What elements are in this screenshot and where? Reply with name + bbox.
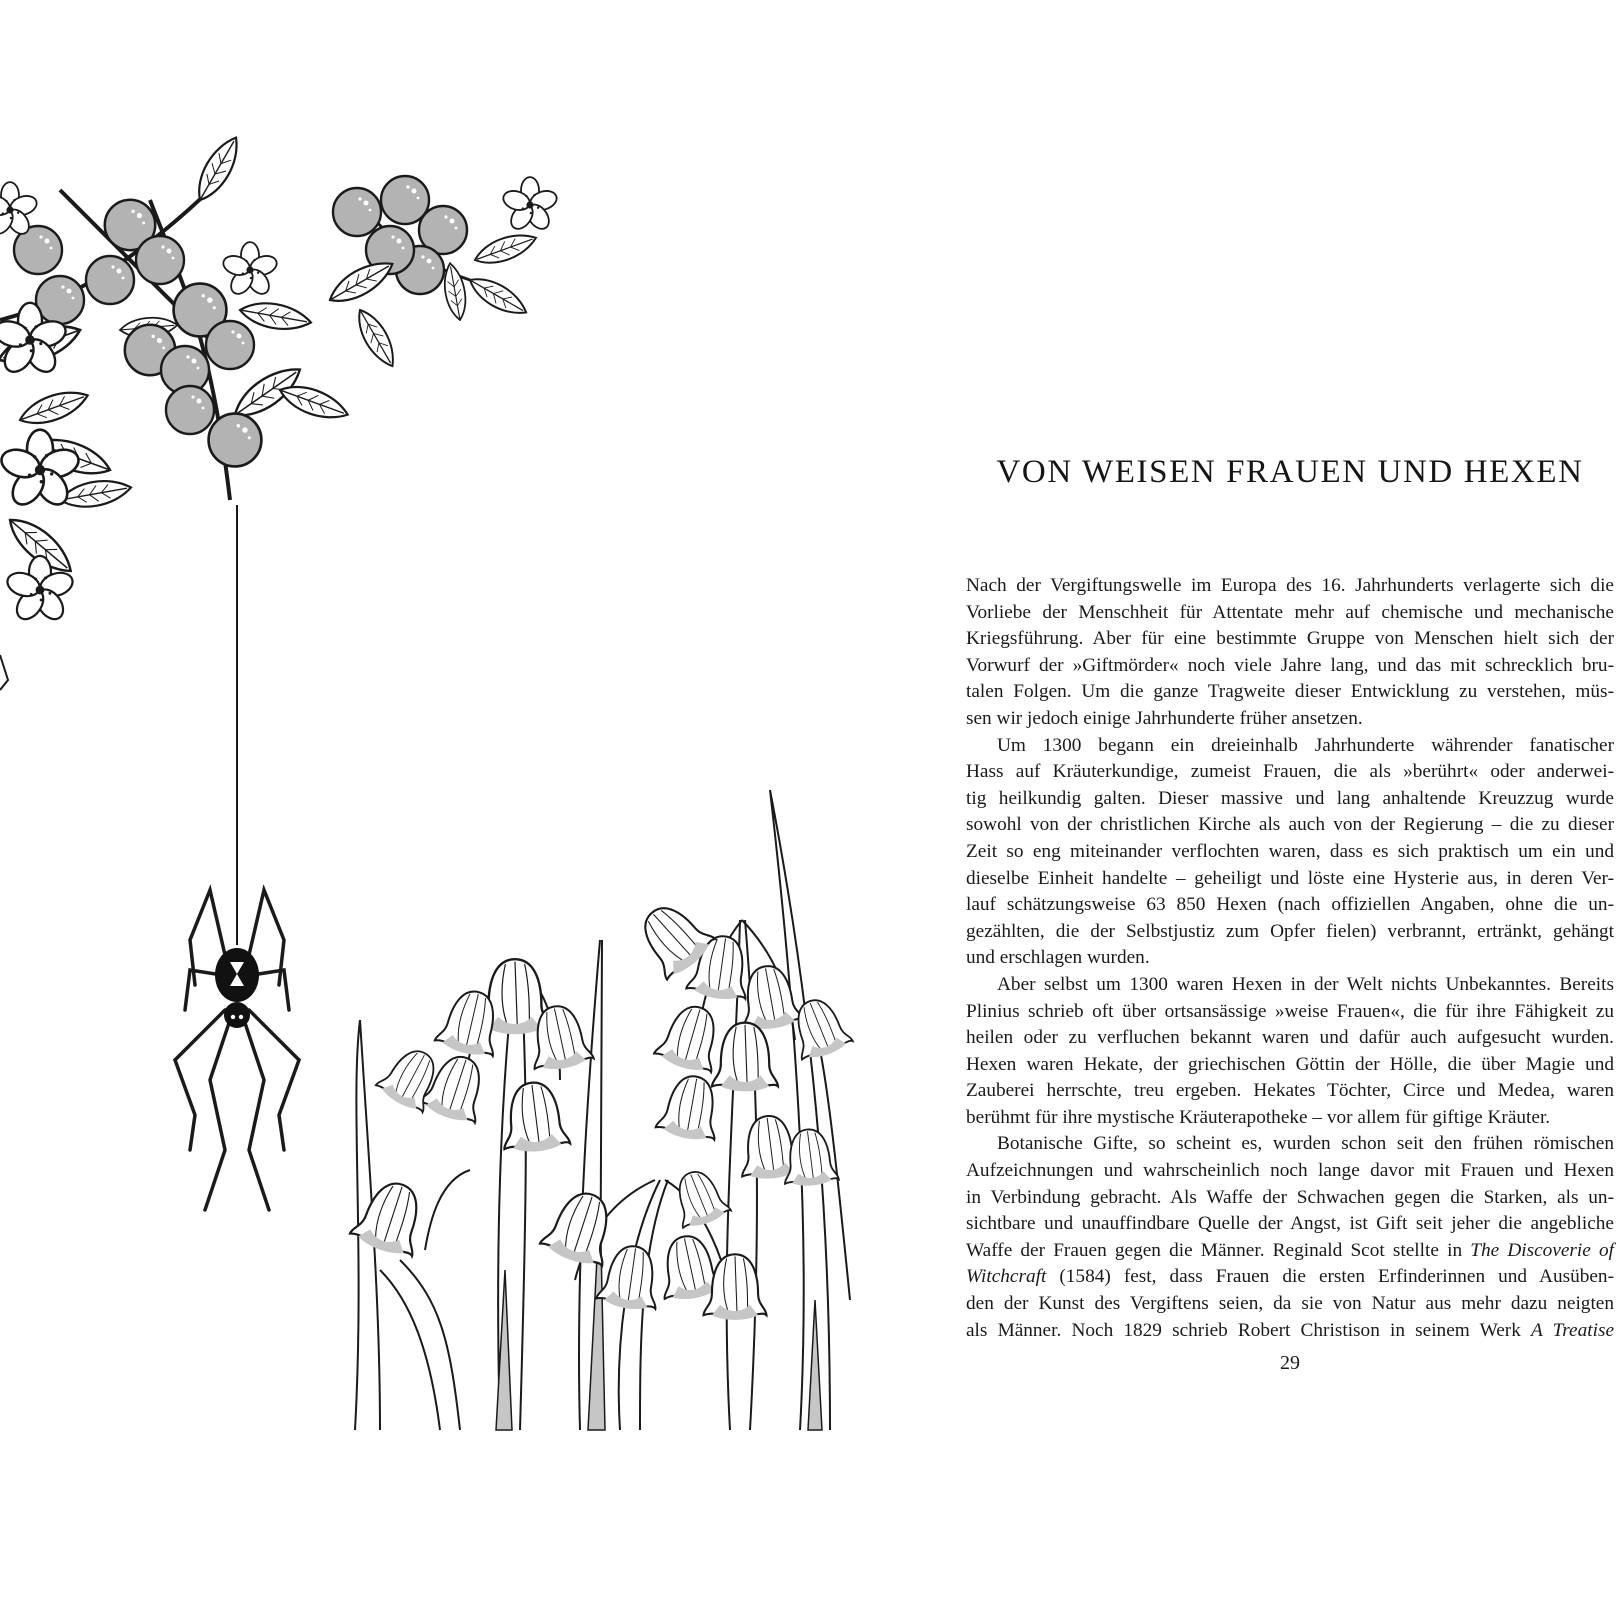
spider-illustration xyxy=(175,505,299,1210)
chapter-title xyxy=(966,454,1614,491)
text-line: sichtbare und unauffindbare Quelle der Angst, ist Gift seit jeher die angebliche xyxy=(966,1213,1614,1235)
text-line: Um 1300 begann ein dreieinhalb Jahrhunderte währender fanatischer xyxy=(997,734,1614,756)
text-line: Aufzeichnungen und wahrscheinlich noch lange davor mit Frauen und Hexen xyxy=(966,1160,1614,1182)
text-line: sen wir jedoch einige Jahrhunderte früher ansetzen. xyxy=(966,707,1363,729)
text-line: Aber selbst um 1300 waren Hexen in der Welt nichts Unbekanntes. Bereits xyxy=(997,973,1614,995)
text-line: tig heilkundig galten. Dieser massive und lang anhaltende Kreuzzug wurde xyxy=(966,787,1614,809)
text-line: Hass auf Kräuterkundige, zumeist Frauen, die als »berührt« oder anderwei- xyxy=(966,761,1614,783)
book-title: The Discoverie of xyxy=(1470,1239,1615,1261)
text-line: in Verbindung gebracht. Als Waffe der Schwachen gegen die Starken, als un- xyxy=(966,1186,1614,1208)
text-line: Plinius schrieb oft über ortsansässige »weise Frauen«, die für ihre Fähigkeit zu xyxy=(966,1000,1614,1022)
text-line: berühmt für ihre mystische Kräuterapotheke – vor allem für giftige Kräuter. xyxy=(966,1106,1551,1128)
page-number: 29 xyxy=(1280,1352,1300,1374)
text-line: Zauberei herrschte, treu ergeben. Hekates Töchter, Circe und Medea, waren xyxy=(966,1080,1614,1102)
text-line: Nach der Vergiftungswelle im Europa des 16. Jahrhunderts verlagerte sich die xyxy=(966,575,1614,596)
text-line: talen Folgen. Um die ganze Tragweite dieser Entwicklung zu verstehen, müs- xyxy=(966,681,1614,703)
bluebell-illustration xyxy=(348,790,854,1430)
chapter-title-text: VON WEISEN FRAUEN UND HEXEN xyxy=(996,454,1584,490)
text-line: heilen oder zu verfluchen bekannt waren und dafür auch aufgesucht wurden. xyxy=(966,1027,1614,1049)
text-line: Kriegsführung. Aber für eine bestimmte Gruppe von Menschen hielt sich der xyxy=(966,628,1614,650)
text-line: und erschlagen wurden. xyxy=(966,947,1150,969)
text-line: den der Kunst des Vergiftens seien, da sie von Natur aus mehr dazu neigten xyxy=(966,1293,1614,1315)
book-title: A Treatise xyxy=(1531,1319,1615,1341)
text-line: Vorliebe der Menschheit für Attentate mehr auf chemische und mechanische xyxy=(966,601,1614,623)
text-line: als Männer. Noch 1829 schrieb Robert Christison in seinem Werk A Treatise xyxy=(966,1319,1615,1341)
text-line: Hexen waren Hekate, der griechischen Göttin der Hölle, die über Magie und xyxy=(966,1053,1614,1075)
text-page xyxy=(966,0,1614,1616)
book-title: Witchcraft xyxy=(966,1266,1047,1288)
text-line: dieselbe Einheit handelte – geheiligt und löste eine Hysterie aus, in deren Ver- xyxy=(966,867,1614,889)
text-line: sowohl von der christlichen Kirche als auch von der Regierung – die zu dieser xyxy=(966,814,1614,836)
text-line: Vorwurf der »Giftmörder« noch viele Jahre lang, und das mit schrecklich bru- xyxy=(966,654,1614,676)
text-line: Waffe der Frauen gegen die Männer. Reginald Scot stellte in The Discoverie of xyxy=(966,1239,1615,1261)
fruit-branch-illustration xyxy=(0,132,559,690)
text-line: Zeit so eng miteinander verflochten waren, dass es sich praktisch um ein und xyxy=(966,840,1614,862)
text-line: Botanische Gifte, so scheint es, wurden schon seit den frühen römischen xyxy=(997,1133,1614,1155)
body-text xyxy=(966,573,1614,1344)
text-line: gezählten, die der Selbstjustiz zum Opfer fielen) verbrannt, ertränkt, gehängt xyxy=(966,920,1614,942)
text-line: lauf schätzungsweise 63 850 Hexen (nach offiziellen Angaben, ohne die un- xyxy=(966,894,1614,916)
text-line: Witchcraft (1584) fest, dass Frauen die ersten Erfinderinnen und Ausüben- xyxy=(966,1266,1614,1288)
